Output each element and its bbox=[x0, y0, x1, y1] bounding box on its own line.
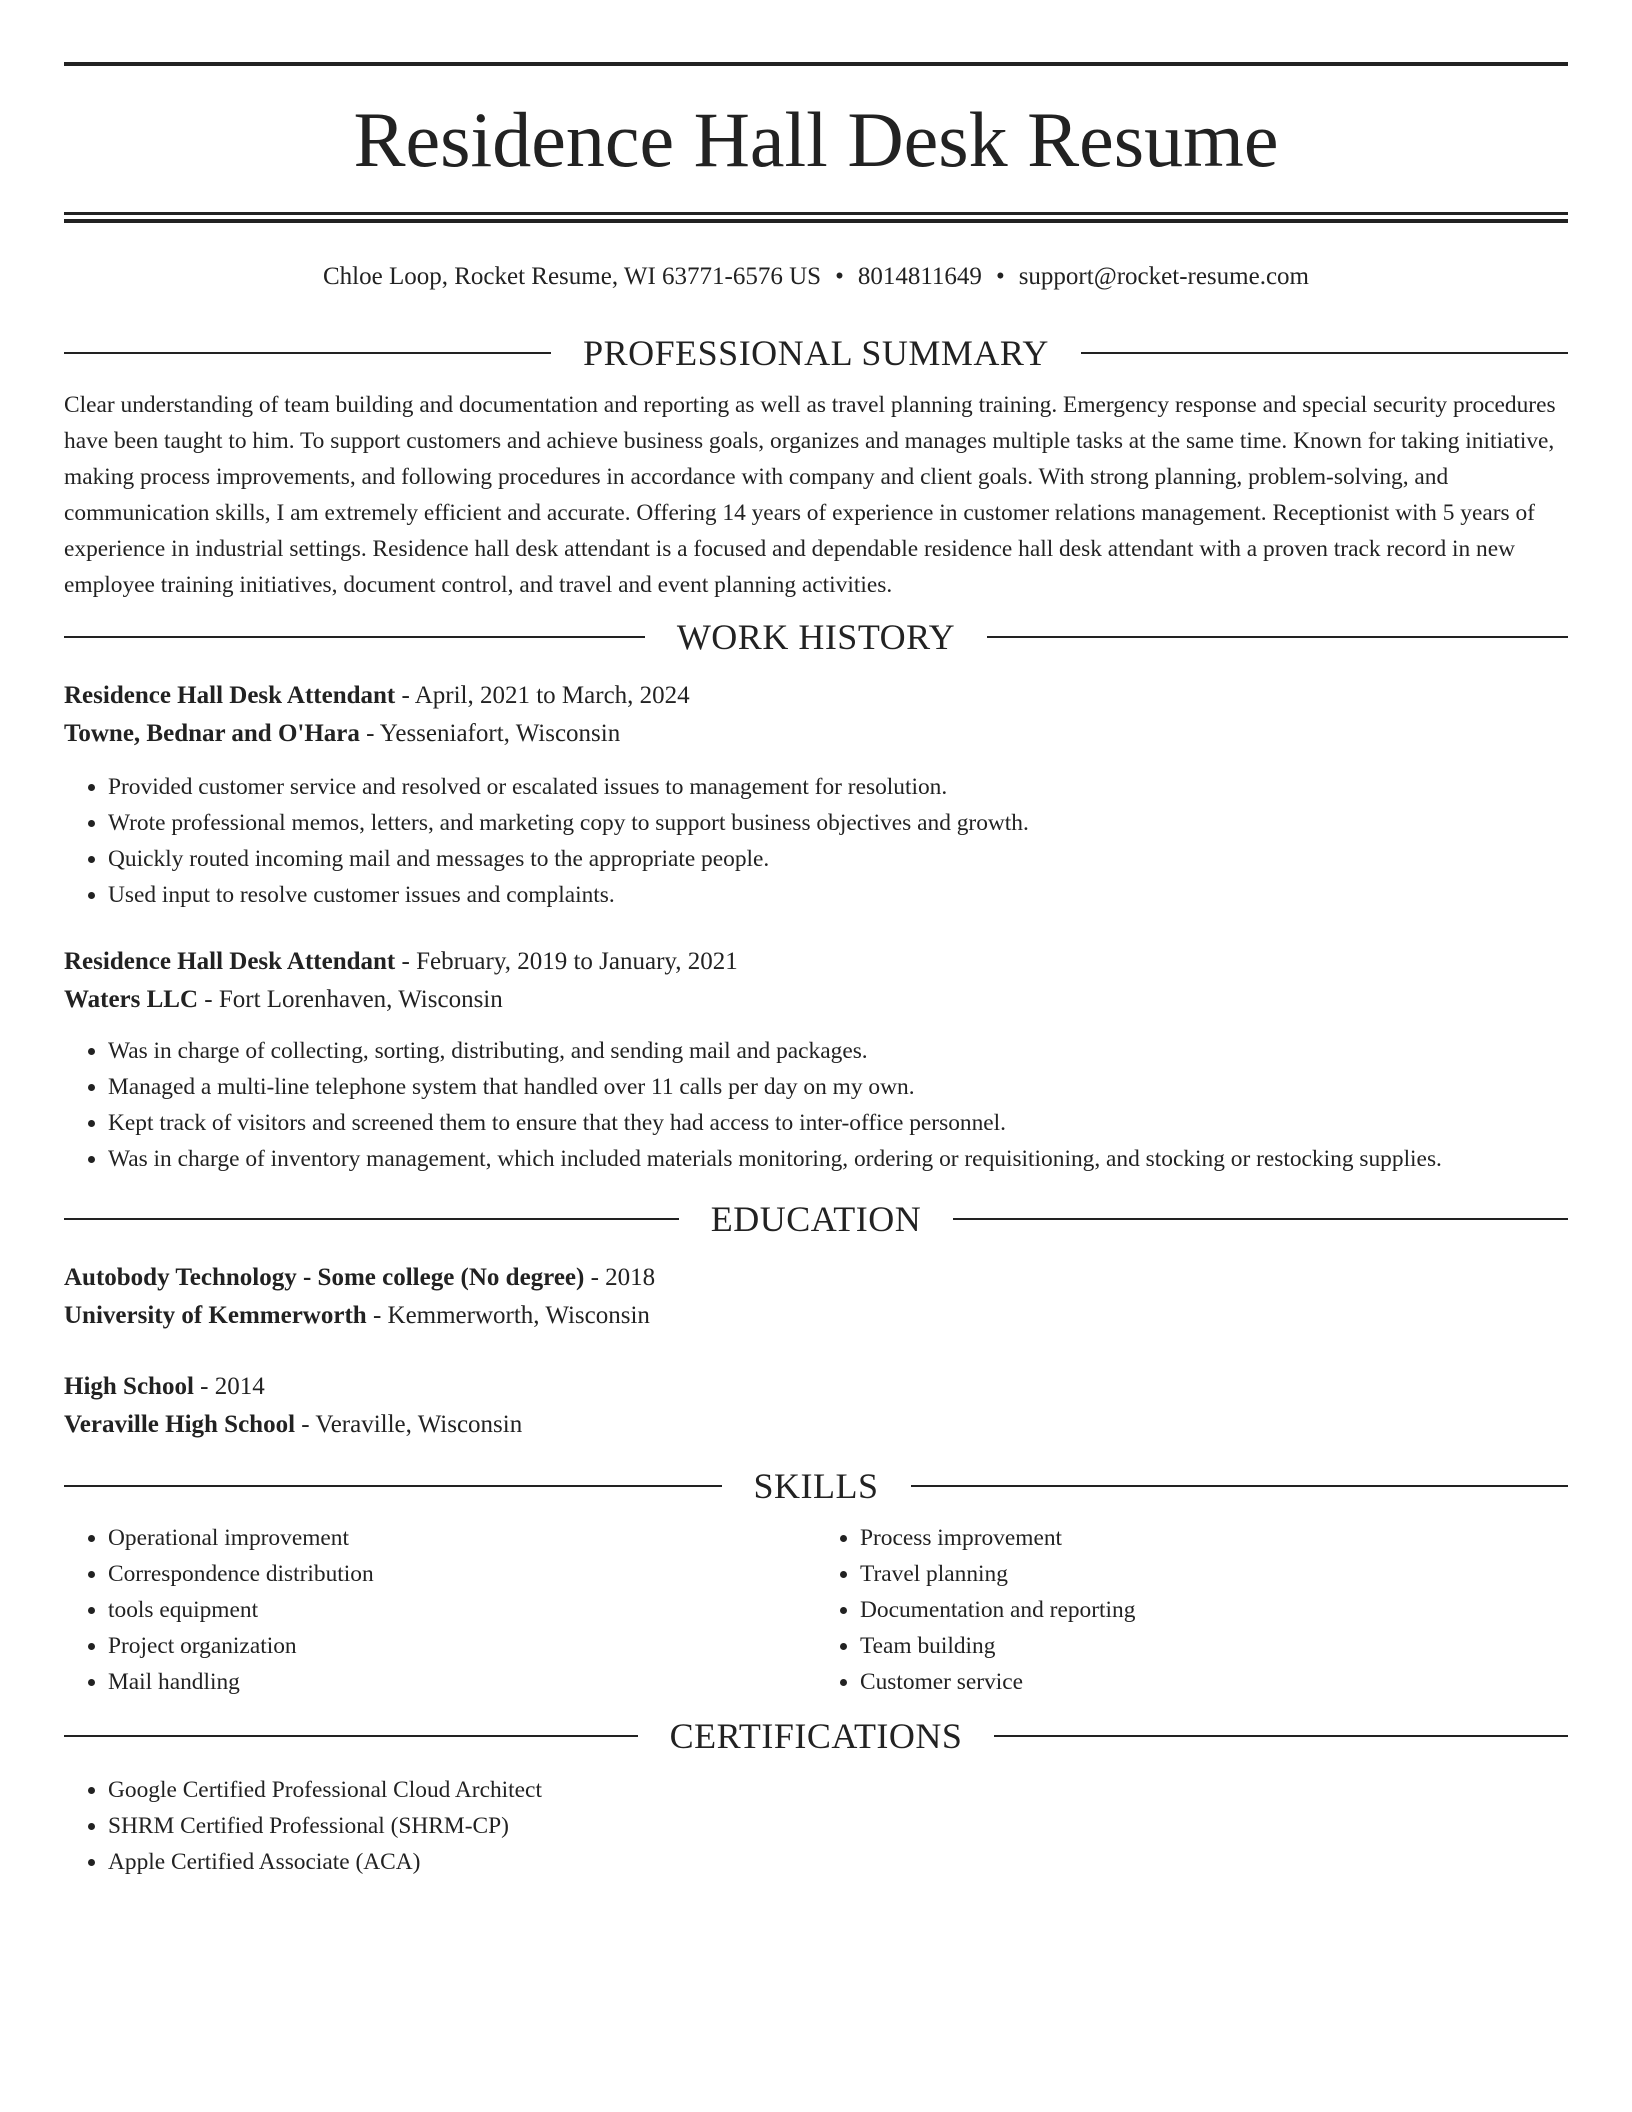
skills-column-left bbox=[64, 1520, 816, 1700]
education-year: - 2018 bbox=[584, 1264, 656, 1291]
resume-page bbox=[64, 62, 1568, 1880]
education-school: University of Kemmerworth bbox=[64, 1302, 367, 1329]
heading-rule bbox=[64, 1735, 638, 1737]
skill-item: • Mail handling bbox=[108, 1664, 816, 1700]
skill-item: • Documentation and reporting bbox=[860, 1592, 1568, 1628]
contact-separator: • bbox=[835, 263, 844, 290]
skill-item: • Project organization bbox=[108, 1628, 816, 1664]
section-heading-work-history bbox=[64, 615, 1568, 659]
heading-rule bbox=[64, 636, 645, 638]
education-year: - 2014 bbox=[193, 1373, 265, 1400]
job-dates: - February, 2019 to January, 2021 bbox=[395, 948, 738, 975]
job-bullet: • Provided customer service and resolved or escalated issues to management for resolution. bbox=[108, 769, 1568, 805]
contact-email: support@rocket-resume.com bbox=[1018, 263, 1309, 290]
skills-list bbox=[64, 1520, 1568, 1700]
education-location: - Veraville, Wisconsin bbox=[295, 1411, 523, 1438]
resume-title: Residence Hall Desk Resume bbox=[353, 96, 1279, 183]
heading-rule bbox=[953, 1218, 1568, 1220]
skill-item: • Travel planning bbox=[860, 1556, 1568, 1592]
heading-rule bbox=[1081, 352, 1568, 354]
section-title: PROFESSIONAL SUMMARY bbox=[583, 333, 1049, 373]
section-title: EDUCATION bbox=[710, 1199, 922, 1239]
heading-rule bbox=[64, 352, 551, 354]
job-company-line bbox=[64, 981, 1568, 1019]
education-school-line bbox=[64, 1406, 1568, 1444]
education-entry bbox=[64, 1368, 1568, 1444]
education-degree-line bbox=[64, 1259, 1568, 1297]
skill-item: • Team building bbox=[860, 1628, 1568, 1664]
title-double-rule bbox=[64, 212, 1568, 223]
job-company: Towne, Bednar and O'Hara bbox=[64, 720, 360, 747]
heading-rule bbox=[911, 1485, 1569, 1487]
section-heading-education bbox=[64, 1197, 1568, 1241]
job-bullet: • Quickly routed incoming mail and messages to the appropriate people. bbox=[108, 841, 1568, 877]
job-bullet: • Was in charge of collecting, sorting, distributing, and sending mail and packages. bbox=[108, 1033, 1568, 1069]
heading-rule bbox=[64, 1218, 679, 1220]
job-entry bbox=[64, 677, 1568, 913]
certification-item: • SHRM Certified Professional (SHRM-CP) bbox=[108, 1808, 1568, 1844]
education-degree: Autobody Technology - Some college (No degree) bbox=[64, 1264, 585, 1291]
job-bullets bbox=[64, 769, 1568, 913]
job-company: Waters LLC bbox=[64, 986, 199, 1013]
skill-item: • Correspondence distribution bbox=[108, 1556, 816, 1592]
education-school: Veraville High School bbox=[64, 1411, 296, 1438]
job-company-line bbox=[64, 715, 1568, 753]
skill-item: • tools equipment bbox=[108, 1592, 816, 1628]
contact-phone: 8014811649 bbox=[857, 263, 982, 290]
certification-item: • Apple Certified Associate (ACA) bbox=[108, 1844, 1568, 1880]
job-location: - Fort Lorenhaven, Wisconsin bbox=[198, 986, 503, 1013]
education-degree: High School bbox=[64, 1373, 194, 1400]
job-bullet: • Kept track of visitors and screened them to ensure that they had access to inter-office personnel. bbox=[108, 1105, 1568, 1141]
job-dates: - April, 2021 to March, 2024 bbox=[395, 682, 690, 709]
skill-item: • Operational improvement bbox=[108, 1520, 816, 1556]
heading-rule bbox=[987, 636, 1568, 638]
top-rule bbox=[64, 62, 1568, 66]
job-bullets bbox=[64, 1033, 1568, 1177]
job-title-line bbox=[64, 943, 1568, 981]
skill-item: • Customer service bbox=[860, 1664, 1568, 1700]
job-location: - Yesseniafort, Wisconsin bbox=[359, 720, 621, 747]
summary-text: Clear understanding of team building and documentation and reporting as well as travel planning training. Emergency response and special security procedures have been taught to him. To support customers and achieve business goals, organizes and manages multiple tasks at the same time. Known for taking initiative, making process improvements, and following procedures in accordance with company and client goals. With strong planning, problem-solving, and communication skills, I am extremely efficient and accurate. Offering 14 years of experience in customer relations management. Receptionist with 5 years of experience in industrial settings. Residence hall desk attendant is a focused and dependable residence hall desk attendant with a proven track record in new employee training initiatives, document control, and travel and event planning activities. bbox=[64, 392, 1556, 598]
section-title: CERTIFICATIONS bbox=[669, 1716, 963, 1756]
skills-column-right bbox=[816, 1520, 1568, 1700]
contact-address: Chloe Loop, Rocket Resume, WI 63771-6576 US bbox=[322, 263, 822, 290]
heading-rule bbox=[64, 1485, 722, 1487]
section-heading-summary bbox=[64, 331, 1568, 375]
section-heading-skills bbox=[64, 1464, 1568, 1508]
section-title: WORK HISTORY bbox=[676, 617, 956, 657]
job-title-line bbox=[64, 677, 1568, 715]
education-location: - Kemmerworth, Wisconsin bbox=[366, 1302, 650, 1329]
job-entry bbox=[64, 943, 1568, 1177]
job-title: Residence Hall Desk Attendant bbox=[64, 948, 396, 975]
certifications-list bbox=[64, 1772, 1568, 1880]
section-title: SKILLS bbox=[753, 1466, 879, 1506]
job-bullet: • Wrote professional memos, letters, and marketing copy to support business objectives and growth. bbox=[108, 805, 1568, 841]
certification-item: • Google Certified Professional Cloud Architect bbox=[108, 1772, 1568, 1808]
contact-separator: • bbox=[995, 263, 1005, 290]
education-degree-line bbox=[64, 1368, 1568, 1406]
job-bullet: • Used input to resolve customer issues and complaints. bbox=[108, 877, 1568, 913]
education-school-line bbox=[64, 1297, 1568, 1335]
section-heading-certifications bbox=[64, 1714, 1568, 1758]
job-bullet: • Was in charge of inventory management, which included materials monitoring, ordering or requisitioning, and stocking or restocking supplies. bbox=[108, 1141, 1568, 1177]
skill-item: • Process improvement bbox=[860, 1520, 1568, 1556]
job-bullet: • Managed a multi-line telephone system that handled over 11 calls per day on my own. bbox=[108, 1069, 1568, 1105]
heading-rule bbox=[994, 1735, 1568, 1737]
contact-line bbox=[64, 259, 1568, 295]
education-entry bbox=[64, 1259, 1568, 1335]
job-title: Residence Hall Desk Attendant bbox=[64, 682, 396, 709]
